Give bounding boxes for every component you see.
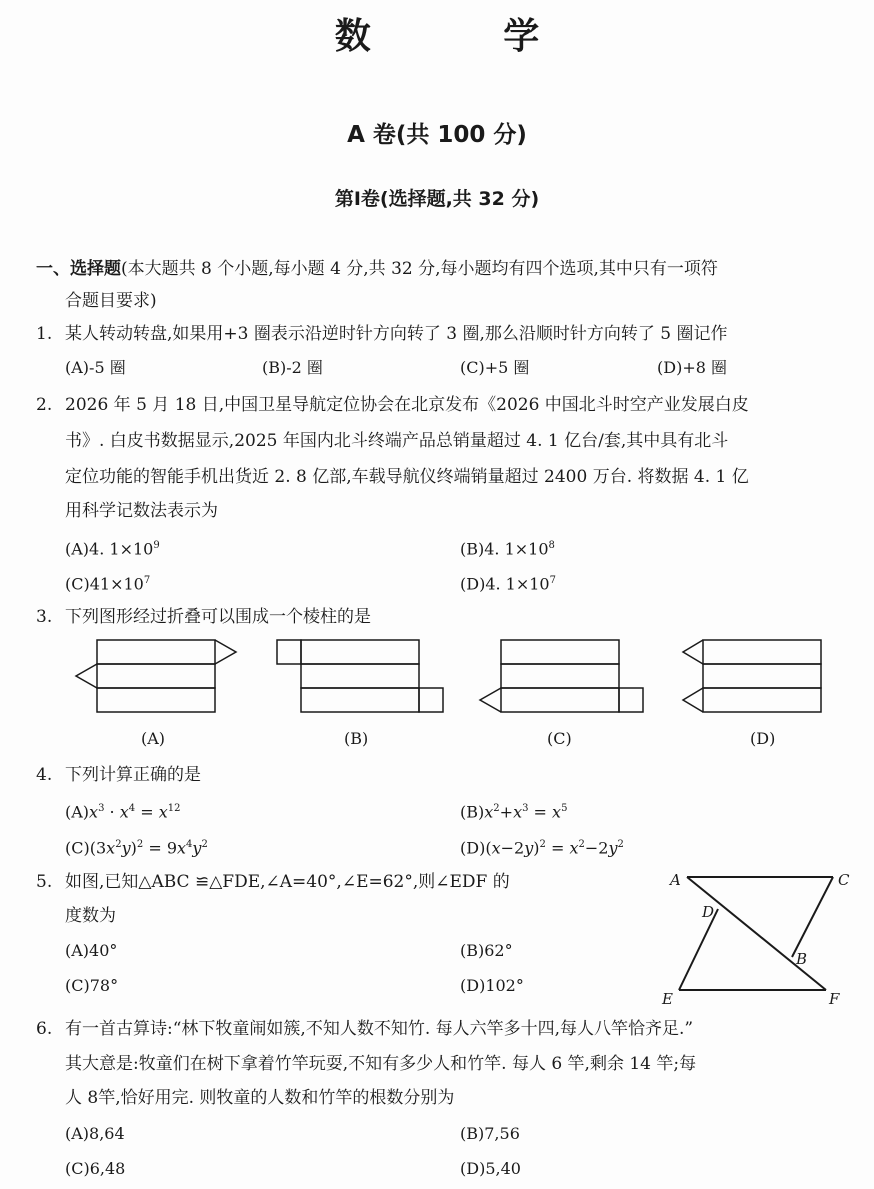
q3-label-b: (B) [344, 729, 369, 748]
instructions-line-2: 合题目要求) [65, 291, 157, 311]
q2-stem-line-4: 用科学记数法表示为 [65, 501, 218, 521]
q2-option-c-exp: 7 [143, 575, 151, 586]
q6-option-c[interactable]: (C)6,48 [65, 1159, 126, 1178]
q3-stem: 下列图形经过折叠可以围成一个棱柱的是 [65, 607, 371, 627]
q4-option-b-label: (B) [460, 802, 485, 822]
section-1-heading: 第Ⅰ卷(选择题,共 32 分) [334, 188, 540, 210]
q2-number: 2. [36, 395, 53, 415]
q6-option-d[interactable]: (D)5,40 [460, 1159, 521, 1178]
q5-option-d[interactable]: (D)102° [460, 976, 524, 995]
q6-stem-line-3: 人 8竿,恰好用完. 则牧童的人数和竹竿的根数分别为 [65, 1088, 455, 1108]
vertex-label-a: A [670, 871, 681, 889]
q3-label-a: (A) [141, 729, 166, 748]
paper-a-heading: A 卷(共 100 分) [347, 122, 527, 148]
q2-option-c-text: (C)41×10 [65, 574, 144, 594]
q6-option-a[interactable]: (A)8,64 [65, 1124, 125, 1143]
q2-stem-line-1: 2026 年 5 月 18 日,中国卫星导航定位协会在北京发布《2026 中国北斗时空产业发展白皮 [65, 395, 749, 415]
q2-option-a-exp: 9 [153, 540, 160, 551]
q4-option-a-label: (A) [65, 802, 90, 822]
q2-option-b-exp: 8 [548, 540, 555, 551]
q4-option-b[interactable]: $(B)x^2+x^3 = x^5$ [460, 802, 568, 822]
page-title: 数 学 [334, 16, 600, 57]
q4-option-c[interactable]: $(C)(3x^2y)^2 = 9x^4y^2$ [65, 838, 208, 858]
q2-option-d-text: (D)4. 1×10 [460, 574, 550, 594]
vertex-label-d: D [702, 903, 715, 921]
q6-stem-line-1: 有一首古算诗:“林下牧童闹如簇,不知人数不知竹. 每人六竿多十四,每人八竿恰齐足.” [65, 1019, 694, 1039]
q2-option-b-text: (B)4. 1×10 [460, 539, 549, 559]
q5-option-a[interactable]: (A)40° [65, 941, 118, 960]
q2-stem-line-3: 定位功能的智能手机出货近 2. 8 亿部,车载导航仪终端销量超过 2400 万台. 将数据 4. 1 亿 [65, 467, 749, 487]
q3-label-c: (C) [547, 729, 572, 748]
q5-number: 5. [36, 872, 53, 892]
section-label: 一、选择题 [36, 259, 121, 279]
q1-number: 1. [36, 324, 53, 344]
q2-stem-line-2: 书》. 白皮书数据显示,2025 年国内北斗终端产品总销量超过 4. 1 亿台/套,其中具有北斗 [65, 431, 729, 451]
q1-stem: 某人转动转盘,如果用+3 圈表示沿逆时针方向转了 3 圈,那么沿顺时针方向转了 5 圈记作 [65, 324, 728, 344]
q2-option-a-text: (A)4. 1×10 [65, 539, 154, 559]
q5-option-b[interactable]: (B)62° [460, 941, 513, 960]
instructions-text: (本大题共 8 个小题,每小题 4 分,共 32 分,每小题均有四个选项,其中只有一项符 [121, 259, 718, 279]
q5-option-c[interactable]: (C)78° [65, 976, 119, 995]
vertex-label-e: E [662, 990, 673, 1008]
q4-option-a[interactable]: $(A)x^3 \cdot x^4 = x^{12}$ [65, 802, 181, 822]
vertex-label-f: F [829, 990, 840, 1008]
q1-option-b[interactable]: (B)-2 圈 [262, 358, 323, 377]
q1-option-a[interactable]: (A)-5 圈 [65, 358, 126, 377]
q5-stem-line-1: 如图,已知△ABC ≌△FDE,∠A=40°,∠E=62°,则∠EDF 的 [65, 872, 510, 892]
q4-number: 4. [36, 765, 53, 785]
q6-option-b[interactable]: (B)7,56 [460, 1124, 520, 1143]
q4-option-d-label: (D) [460, 838, 486, 858]
q3-label-d: (D) [750, 729, 776, 748]
q4-stem: 下列计算正确的是 [65, 765, 201, 785]
q6-number: 6. [36, 1019, 53, 1039]
q1-option-d[interactable]: (D)+8 圈 [657, 358, 727, 377]
vertex-label-c: C [838, 871, 850, 889]
q1-option-c[interactable]: (C)+5 圈 [460, 358, 530, 377]
q5-stem-line-2: 度数为 [65, 906, 116, 926]
vertex-label-b: B [796, 950, 808, 968]
q6-stem-line-2: 其大意是:牧童们在树下拿着竹竿玩耍,不知有多少人和竹竿. 每人 6 竿,剩余 14 竿;每 [65, 1054, 697, 1074]
q3-number: 3. [36, 607, 53, 627]
q2-option-d-exp: 7 [549, 575, 556, 586]
q4-option-d[interactable]: $(D)(x-2y)^2 = x^2-2y^2$ [460, 838, 624, 858]
q4-option-c-label: (C) [65, 838, 90, 858]
